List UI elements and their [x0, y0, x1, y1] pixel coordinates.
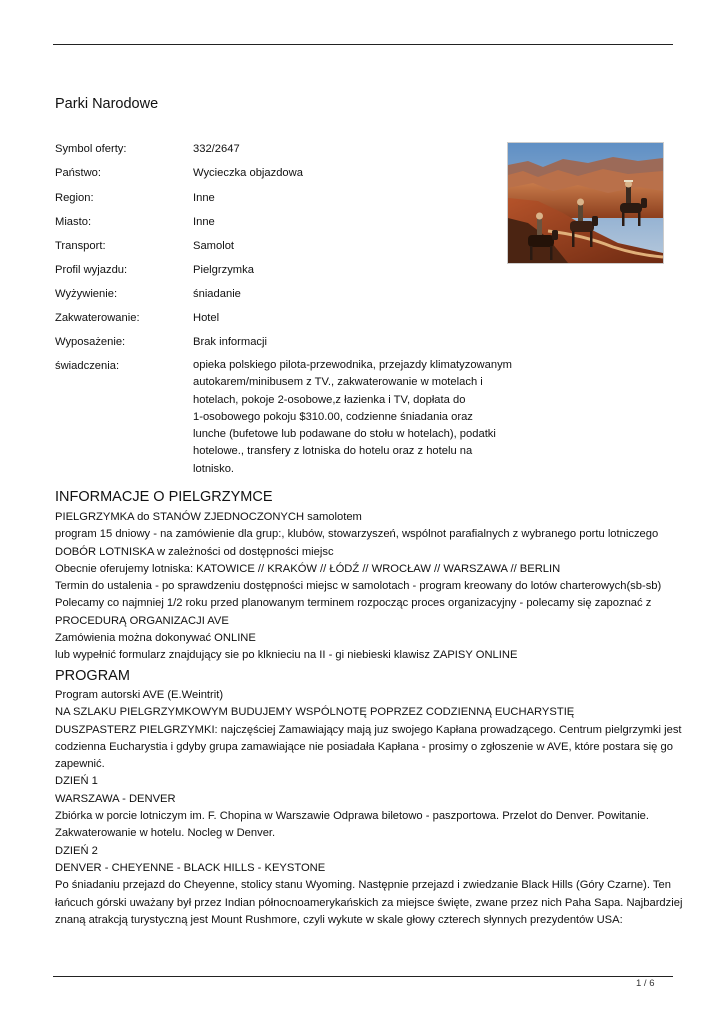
program-line: DUSZPASTERZ PIELGRZYMKI: najczęściej Zamawiający mają juz swojego Kapłana prowadzącego. Centrum pielgrzymki jest: [55, 723, 682, 736]
label-accommodation: Zakwaterowanie:: [55, 312, 140, 324]
value-symbol: 332/2647: [193, 143, 240, 155]
info-line: PIELGRZYMKA do STANÓW ZJEDNOCZONYCH samolotem: [55, 511, 362, 523]
program-line: Zakwaterowanie w hotelu. Nocleg w Denver.: [55, 827, 276, 840]
program-line: DZIEŃ 1: [55, 775, 98, 788]
label-equipment: Wyposażenie:: [55, 336, 126, 348]
services-line: hotelowe., transfery z lotniska do hotelu oraz z hotelu na: [193, 445, 473, 458]
label-symbol: Symbol oferty:: [55, 143, 127, 155]
info-line: DOBÓR LOTNISKA w zależności od dostępności miejsc: [55, 545, 334, 558]
program-line: zapewnić.: [55, 758, 105, 771]
footer-rule: [53, 976, 673, 977]
page-title: Parki Narodowe: [55, 96, 159, 112]
label-region: Region:: [55, 192, 94, 204]
value-services: [193, 357, 513, 478]
program-line: codzienna Eucharystia i gdyby grupa zamawiające nie posiadała Kapłana - prosimy o zgłoszenie w AVE, które postara się go: [55, 740, 673, 753]
info-line: program 15 dniowy - na zamówienie dla grup:, klubów, stowarzyszeń, wspólnot parafialnych z wybranego portu lotniczego: [55, 528, 659, 541]
services-line: autokarem/minibusem z TV., zakwaterowanie w motelach i: [193, 376, 483, 389]
label-transport: Transport:: [55, 240, 106, 252]
info-heading: INFORMACJE O PIELGRZYMCE: [55, 489, 273, 505]
header-rule: [53, 44, 673, 45]
offer-photo: [507, 142, 664, 264]
value-country: Wycieczka objazdowa: [193, 167, 303, 179]
program-line: DZIEŃ 2: [55, 844, 98, 857]
program-line: DENVER - CHEYENNE - BLACK HILLS - KEYSTONE: [55, 861, 326, 874]
info-line: Termin do ustalenia - po sprawdzeniu dostępności miejsc w samolotach - program kreowany do lotów charterowych(sb-sb): [55, 580, 662, 593]
info-line: Obecnie oferujemy lotniska: KATOWICE // KRAKÓW // ŁÓDŹ // WROCŁAW // WARSZAWA // BERLIN: [55, 562, 561, 575]
program-line: Po śniadaniu przejazd do Cheyenne, stolicy stanu Wyoming. Następnie przejazd i zwiedzanie Black Hills (Góry Czarne). Ten: [55, 879, 671, 892]
program-line: Zbiórka w porcie lotniczym im. F. Chopina w Warszawie Odprawa biletowo - paszportowa. Przelot do Denver. Powitanie.: [55, 810, 650, 823]
value-profile: Pielgrzymka: [193, 264, 254, 276]
program-body: [55, 687, 683, 929]
program-line: WARSZAWA - DENVER: [55, 792, 176, 805]
label-board: Wyżywienie:: [55, 288, 118, 300]
label-city: Miasto:: [55, 216, 92, 228]
value-transport: Samolot: [193, 240, 235, 252]
services-line: 1-osobowego pokoju $310.00, codzienne śniadania oraz: [193, 410, 473, 423]
label-profile: Profil wyjazdu:: [55, 264, 128, 276]
canyon-horse-riders-image: [508, 143, 663, 263]
info-body: [55, 509, 675, 665]
page-number: 1 / 6: [636, 978, 655, 989]
info-line: Polecamy co najmniej 1/2 roku przed planowanym terminem rozpocząc proces organizacyjny - polecamy się zapoznać z: [55, 597, 652, 610]
program-heading: PROGRAM: [55, 668, 130, 684]
value-equipment: Brak informacji: [193, 336, 267, 348]
value-accommodation: Hotel: [193, 312, 220, 324]
info-line: PROCEDURĄ ORGANIZACJI AVE: [55, 614, 229, 627]
label-services: świadczenia:: [55, 360, 120, 372]
info-line: lub wypełnić formularz znajdujący sie po klknieciu na II - gi niebieski klawisz ZAPISY ONLINE: [55, 649, 518, 662]
value-city: Inne: [193, 216, 215, 228]
info-line: Zamówienia można dokonywać ONLINE: [55, 632, 256, 645]
value-board: śniadanie: [193, 288, 241, 300]
services-line: lunche (bufetowe lub podawane do stołu w hotelach), podatki: [193, 428, 496, 441]
program-line: łańcuch górski uważany był przez Indian północnoamerykańskich za miejsce święte, zwane przez nich Paha Sapa. Najbardziej: [55, 896, 683, 909]
label-country: Państwo:: [55, 167, 102, 179]
services-line: lotnisko.: [193, 462, 235, 475]
services-line: hotelach, pokoje 2-osobowe,z łazienka i TV, dopłata do: [193, 393, 466, 406]
program-line: Program autorski AVE (E.Weintrit): [55, 689, 224, 701]
program-line: NA SZLAKU PIELGRZYMKOWYM BUDUJEMY WSPÓLNOTĘ POPRZEZ CODZIENNĄ EUCHARYSTIĘ: [55, 706, 575, 719]
value-region: Inne: [193, 192, 215, 204]
services-line: opieka polskiego pilota-przewodnika, przejazdy klimatyzowanym: [193, 359, 512, 371]
program-line: znaną atrakcją turystyczną jest Mount Rushmore, czyli wykute w skale głowy czterech słynnych prezydentów USA:: [55, 913, 623, 926]
